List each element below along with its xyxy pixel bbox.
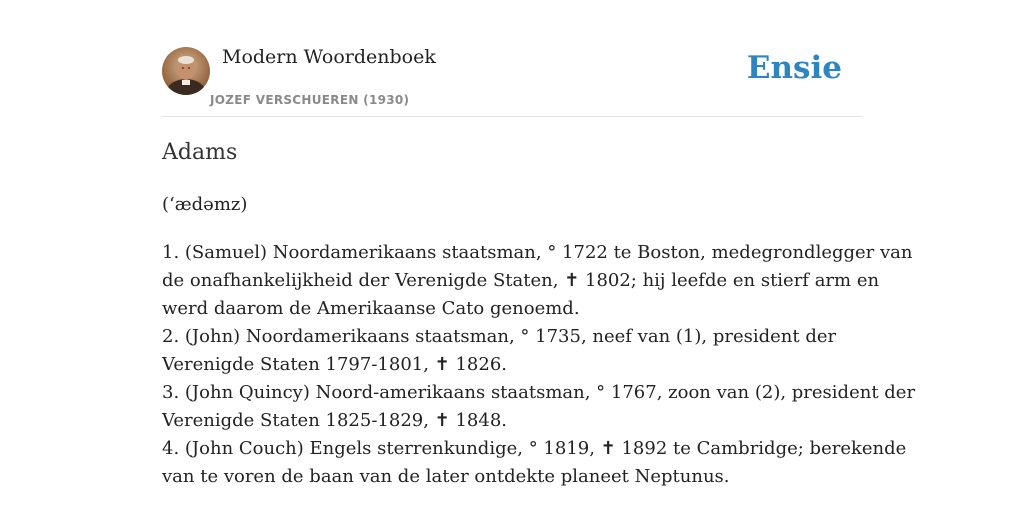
- definition-line: de onafhankelijkheid der Verenigde Staten, ✝ 1802; hij leefde en stierf arm en: [162, 270, 880, 291]
- definition-line: van te voren de baan van de later ontdekte planeet Neptunus.: [162, 466, 730, 487]
- entry-definitions: [162, 239, 916, 491]
- author-label[interactable]: JOZEF VERSCHUEREN (1930): [210, 93, 410, 107]
- definition-line: Verenigde Staten 1797-1801, ✝ 1826.: [162, 354, 507, 375]
- brand-logo[interactable]: Ensie: [746, 50, 842, 86]
- author-avatar[interactable]: [162, 47, 210, 95]
- definition-line: werd daarom de Amerikaanse Cato genoemd.: [162, 298, 580, 319]
- header: [162, 46, 862, 117]
- definition-line: 4. (John Couch) Engels sterrenkundige, ° 1819, ✝ 1892 te Cambridge; berekende: [162, 438, 907, 459]
- definition-line: 1. (Samuel) Noordamerikaans staatsman, ° 1722 te Boston, medegrondlegger van: [162, 242, 913, 263]
- definition-line: Verenigde Staten 1825-1829, ✝ 1848.: [162, 410, 507, 431]
- definition-line: 3. (John Quincy) Noord-amerikaans staatsman, ° 1767, zoon van (2), president der: [162, 382, 916, 403]
- definition-line: 2. (John) Noordamerikaans staatsman, ° 1735, neef van (1), president der: [162, 326, 837, 347]
- author-portrait-icon: [162, 47, 210, 95]
- entry-headword: Adams: [162, 140, 238, 165]
- book-title[interactable]: Modern Woordenboek: [222, 46, 436, 68]
- entry-pronunciation: (ʻædəmz): [162, 194, 248, 215]
